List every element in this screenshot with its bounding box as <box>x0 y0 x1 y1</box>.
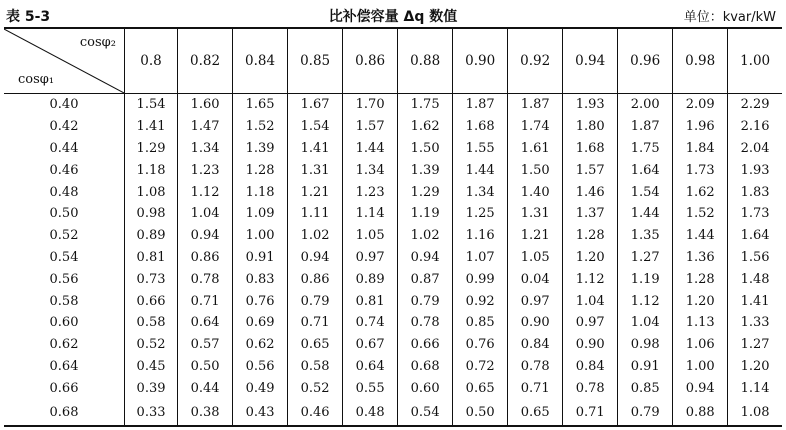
table-cell: 1.64 <box>618 159 673 181</box>
table-row <box>4 356 782 378</box>
column-header-cosphi2: 0.90 <box>453 28 508 94</box>
column-header-row <box>4 28 782 94</box>
table-cell: 1.44 <box>673 225 728 247</box>
table-cell: 0.65 <box>453 377 508 399</box>
table-cell: 1.08 <box>125 181 178 203</box>
table-cell: 1.23 <box>178 159 233 181</box>
table-cell: 1.29 <box>398 181 453 203</box>
table-cell: 1.62 <box>398 116 453 138</box>
table-cell: 0.67 <box>343 334 398 356</box>
table-cell: 1.21 <box>288 181 343 203</box>
table-cell: 0.97 <box>343 247 398 269</box>
table-row <box>4 181 782 203</box>
table-cell: 1.16 <box>453 225 508 247</box>
table-cell: 0.88 <box>673 399 728 426</box>
table-cell: 0.71 <box>288 312 343 334</box>
table-cell: 1.20 <box>563 247 618 269</box>
column-header-cosphi2: 0.94 <box>563 28 618 94</box>
table-cell: 0.43 <box>233 399 288 426</box>
table-row <box>4 94 782 116</box>
row-header-cosphi1: 0.42 <box>49 119 79 135</box>
table-cell: 1.74 <box>508 116 563 138</box>
table-cell: 1.83 <box>728 181 782 203</box>
table-cell: 1.33 <box>728 312 782 334</box>
table-row <box>4 159 782 181</box>
table-cell: 0.65 <box>288 334 343 356</box>
table-cell: 1.57 <box>343 116 398 138</box>
row-header-cosphi1: 0.40 <box>49 97 79 113</box>
table-cell: 0.55 <box>343 377 398 399</box>
table-cell: 1.07 <box>453 247 508 269</box>
table-cell: 1.23 <box>343 181 398 203</box>
table-cell: 1.31 <box>288 159 343 181</box>
table-cell: 1.00 <box>233 225 288 247</box>
compensation-table <box>4 27 782 427</box>
table-cell: 1.12 <box>178 181 233 203</box>
table-cell: 1.04 <box>563 290 618 312</box>
table-cell: 2.00 <box>618 94 673 116</box>
table-cell: 0.90 <box>563 334 618 356</box>
table-cell: 1.05 <box>508 247 563 269</box>
table-body <box>4 94 782 427</box>
table-cell: 0.69 <box>233 312 288 334</box>
table-cell: 1.00 <box>673 356 728 378</box>
table-row <box>4 138 782 160</box>
table-cell: 0.78 <box>178 268 233 290</box>
table-cell: 1.87 <box>453 94 508 116</box>
table-cell: 1.14 <box>728 377 782 399</box>
table-cell: 1.50 <box>398 138 453 160</box>
table-cell: 0.57 <box>178 334 233 356</box>
table-cell: 1.14 <box>343 203 398 225</box>
table-cell: 0.98 <box>125 203 178 225</box>
table-cell: 0.56 <box>233 356 288 378</box>
table-cell: 0.94 <box>673 377 728 399</box>
table-cell: 0.78 <box>508 356 563 378</box>
table-cell: 0.89 <box>125 225 178 247</box>
table-cell: 1.75 <box>398 94 453 116</box>
column-header-cosphi2: 0.84 <box>233 28 288 94</box>
table-cell: 1.73 <box>728 203 782 225</box>
row-header-cosphi1: 0.50 <box>49 206 79 222</box>
table-cell: 1.61 <box>508 138 563 160</box>
table-cell: 1.64 <box>728 225 782 247</box>
table-cell: 1.50 <box>508 159 563 181</box>
table-cell: 1.96 <box>673 116 728 138</box>
column-header-cosphi2: 0.92 <box>508 28 563 94</box>
table-cell: 0.79 <box>398 290 453 312</box>
table-cell: 1.57 <box>563 159 618 181</box>
table-cell: 0.52 <box>125 334 178 356</box>
table-cell: 2.04 <box>728 138 782 160</box>
row-header-cosphi1: 0.52 <box>49 228 79 244</box>
column-header-cosphi2: 0.96 <box>618 28 673 94</box>
column-header-cosphi2: 0.8 <box>125 28 178 94</box>
table-cell: 0.94 <box>398 247 453 269</box>
table-cell: 0.54 <box>398 399 453 426</box>
table-cell: 1.87 <box>508 94 563 116</box>
table-cell: 0.46 <box>288 399 343 426</box>
table-cell: 0.44 <box>178 377 233 399</box>
table-cell: 0.94 <box>178 225 233 247</box>
table-cell: 0.84 <box>508 334 563 356</box>
table-cell: 1.39 <box>398 159 453 181</box>
row-header-cosphi1: 0.66 <box>49 380 79 396</box>
table-cell: 1.46 <box>563 181 618 203</box>
table-cell: 0.52 <box>288 377 343 399</box>
table-row <box>4 399 782 426</box>
table-cell: 1.39 <box>233 138 288 160</box>
table-cell: 1.84 <box>673 138 728 160</box>
table-row <box>4 116 782 138</box>
table-cell: 1.70 <box>343 94 398 116</box>
table-cell: 1.48 <box>728 268 782 290</box>
table-cell: 0.64 <box>178 312 233 334</box>
table-cell: 1.18 <box>233 181 288 203</box>
table-cell: 1.02 <box>398 225 453 247</box>
table-cell: 1.18 <box>125 159 178 181</box>
table-row <box>4 290 782 312</box>
table-cell: 0.38 <box>178 399 233 426</box>
table-cell: 1.19 <box>398 203 453 225</box>
table-cell: 0.90 <box>508 312 563 334</box>
table-cell: 0.60 <box>398 377 453 399</box>
table-cell: 0.92 <box>453 290 508 312</box>
table-cell: 0.94 <box>288 247 343 269</box>
table-cell: 1.87 <box>618 116 673 138</box>
table-cell: 0.78 <box>563 377 618 399</box>
table-cell: 1.65 <box>233 94 288 116</box>
table-cell: 1.47 <box>178 116 233 138</box>
table-cell: 0.79 <box>288 290 343 312</box>
table-cell: 2.16 <box>728 116 782 138</box>
table-cell: 0.64 <box>343 356 398 378</box>
table-cell: 1.25 <box>453 203 508 225</box>
table-cell: 1.41 <box>288 138 343 160</box>
row-header-cosphi1: 0.46 <box>49 162 79 178</box>
table-cell: 0.50 <box>178 356 233 378</box>
table-cell: 1.02 <box>288 225 343 247</box>
table-cell: 1.13 <box>673 312 728 334</box>
table-cell: 1.93 <box>563 94 618 116</box>
row-header-cosphi1: 0.62 <box>49 337 79 353</box>
table-row <box>4 377 782 399</box>
table-cell: 1.28 <box>673 268 728 290</box>
table-cell: 1.60 <box>178 94 233 116</box>
table-row <box>4 203 782 225</box>
table-cell: 1.54 <box>618 181 673 203</box>
table-cell: 1.54 <box>288 116 343 138</box>
table-cell: 1.34 <box>343 159 398 181</box>
table-cell: 1.21 <box>508 225 563 247</box>
table-cell: 0.97 <box>508 290 563 312</box>
row-header-cosphi1: 0.54 <box>49 249 79 265</box>
table-cell: 1.40 <box>508 181 563 203</box>
table-row <box>4 247 782 269</box>
column-header-cosphi2: 0.86 <box>343 28 398 94</box>
table-cell: 0.98 <box>618 334 673 356</box>
table-cell: 1.44 <box>453 159 508 181</box>
table-cell: 1.12 <box>563 268 618 290</box>
table-cell: 0.71 <box>508 377 563 399</box>
table-cell: 0.04 <box>508 268 563 290</box>
table-cell: 1.36 <box>673 247 728 269</box>
table-cell: 1.31 <box>508 203 563 225</box>
table-cell: 1.19 <box>618 268 673 290</box>
table-cell: 1.20 <box>673 290 728 312</box>
table-cell: 0.49 <box>233 377 288 399</box>
table-cell: 0.87 <box>398 268 453 290</box>
cos-phi1-label: cosφ₁ <box>18 72 55 87</box>
table-cell: 0.76 <box>233 290 288 312</box>
table-cell: 0.58 <box>288 356 343 378</box>
table-cell: 1.44 <box>343 138 398 160</box>
table-cell: 1.44 <box>618 203 673 225</box>
table-row <box>4 225 782 247</box>
table-row <box>4 268 782 290</box>
table-cell: 1.34 <box>178 138 233 160</box>
table-cell: 0.66 <box>398 334 453 356</box>
table-cell: 0.74 <box>343 312 398 334</box>
table-cell: 0.33 <box>125 399 178 426</box>
table-cell: 1.68 <box>563 138 618 160</box>
table-cell: 0.81 <box>343 290 398 312</box>
table-cell: 1.62 <box>673 181 728 203</box>
row-header-cosphi1: 0.48 <box>49 184 79 200</box>
table-cell: 0.86 <box>288 268 343 290</box>
table-cell: 0.68 <box>398 356 453 378</box>
column-header-cosphi2: 0.98 <box>673 28 728 94</box>
table-cell: 0.91 <box>233 247 288 269</box>
table-cell: 0.50 <box>453 399 508 426</box>
table-row <box>4 312 782 334</box>
table-cell: 1.37 <box>563 203 618 225</box>
table-cell: 1.12 <box>618 290 673 312</box>
table-cell: 1.55 <box>453 138 508 160</box>
table-cell: 0.71 <box>563 399 618 426</box>
table-cell: 1.04 <box>618 312 673 334</box>
table-cell: 1.75 <box>618 138 673 160</box>
table-cell: 0.85 <box>618 377 673 399</box>
unit-label: 单位：kvar/kW <box>683 10 776 25</box>
table-cell: 0.79 <box>618 399 673 426</box>
table-cell: 1.73 <box>673 159 728 181</box>
table-row <box>4 334 782 356</box>
table-cell: 0.66 <box>125 290 178 312</box>
row-header-cosphi1: 0.58 <box>49 293 79 309</box>
table-cell: 0.73 <box>125 268 178 290</box>
table-cell: 1.29 <box>125 138 178 160</box>
row-header-cosphi1: 0.60 <box>49 315 79 331</box>
table-cell: 1.11 <box>288 203 343 225</box>
column-header-cosphi2: 1.00 <box>728 28 782 94</box>
table-cell: 1.09 <box>233 203 288 225</box>
table-cell: 0.39 <box>125 377 178 399</box>
table-cell: 0.97 <box>563 312 618 334</box>
table-cell: 2.29 <box>728 94 782 116</box>
table-cell: 0.71 <box>178 290 233 312</box>
row-header-cosphi1: 0.56 <box>49 271 79 287</box>
table-cell: 1.05 <box>343 225 398 247</box>
table-cell: 1.27 <box>618 247 673 269</box>
table-cell: 0.76 <box>453 334 508 356</box>
table-cell: 1.04 <box>178 203 233 225</box>
table-cell: 0.86 <box>178 247 233 269</box>
column-header-cosphi2: 0.82 <box>178 28 233 94</box>
cos-phi2-label: cosφ₂ <box>79 35 116 50</box>
table-cell: 1.06 <box>673 334 728 356</box>
table-cell: 1.52 <box>673 203 728 225</box>
table-cell: 0.84 <box>563 356 618 378</box>
table-cell: 0.72 <box>453 356 508 378</box>
table-cell: 0.83 <box>233 268 288 290</box>
table-cell: 1.27 <box>728 334 782 356</box>
table-header <box>4 4 782 24</box>
row-header-cosphi1: 0.64 <box>49 358 79 374</box>
table-cell: 1.34 <box>453 181 508 203</box>
row-header-cosphi1: 0.44 <box>49 140 79 156</box>
row-header-cosphi1: 0.68 <box>4 399 125 426</box>
table-cell: 0.78 <box>398 312 453 334</box>
table-cell: 2.09 <box>673 94 728 116</box>
table-cell: 1.93 <box>728 159 782 181</box>
table-cell: 0.91 <box>618 356 673 378</box>
table-cell: 1.28 <box>563 225 618 247</box>
table-cell: 1.35 <box>618 225 673 247</box>
table-cell: 1.28 <box>233 159 288 181</box>
table-cell: 1.68 <box>453 116 508 138</box>
table-cell: 1.67 <box>288 94 343 116</box>
table-cell: 0.65 <box>508 399 563 426</box>
table-cell: 1.08 <box>728 399 782 426</box>
corner-cell <box>4 28 125 94</box>
table-cell: 1.41 <box>728 290 782 312</box>
column-header-cosphi2: 0.88 <box>398 28 453 94</box>
table-cell: 1.56 <box>728 247 782 269</box>
table-title: 比补偿容量 Δq 数值 <box>328 9 458 25</box>
table-cell: 0.89 <box>343 268 398 290</box>
table-cell: 0.85 <box>453 312 508 334</box>
column-header-cosphi2: 0.85 <box>288 28 343 94</box>
table-cell: 0.58 <box>125 312 178 334</box>
table-cell: 1.54 <box>125 94 178 116</box>
table-cell: 0.48 <box>343 399 398 426</box>
table-cell: 1.80 <box>563 116 618 138</box>
table-cell: 1.20 <box>728 356 782 378</box>
table-cell: 0.45 <box>125 356 178 378</box>
table-cell: 1.52 <box>233 116 288 138</box>
table-cell: 0.99 <box>453 268 508 290</box>
table-cell: 1.41 <box>125 116 178 138</box>
table-cell: 0.62 <box>233 334 288 356</box>
table-label: 表 5-3 <box>6 9 51 25</box>
table-cell: 0.81 <box>125 247 178 269</box>
